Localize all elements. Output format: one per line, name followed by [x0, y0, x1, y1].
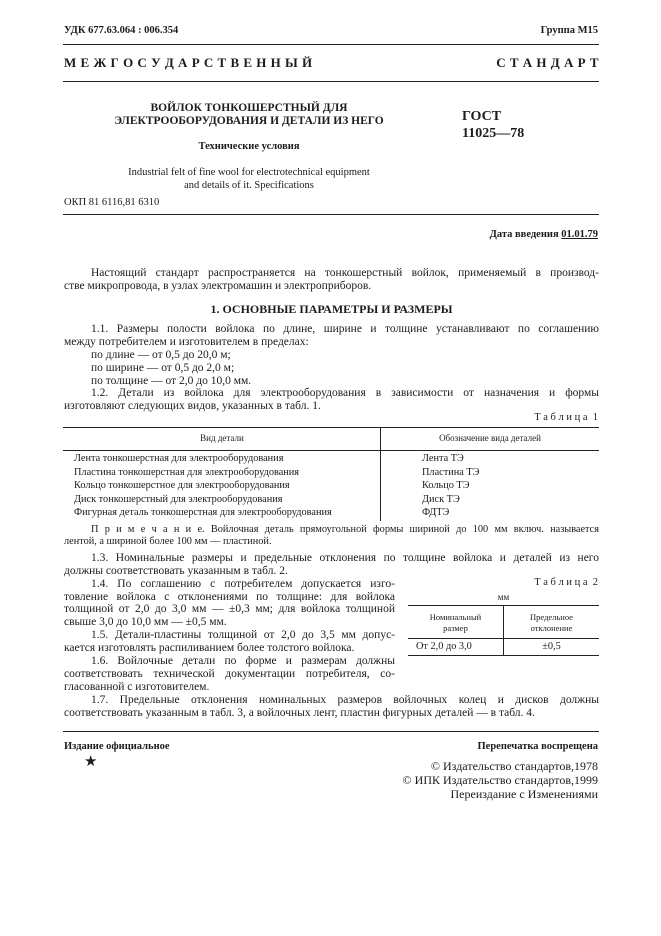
table-row: Лента тонкошерстная для электрооборудования [74, 453, 284, 464]
copyright-1999: © ИПК Издательство стандартов,1999 [402, 773, 598, 787]
paragraph-1-4-c: толщиной от 2,0 до 3,0 мм — ±0,3 мм; для войлока толщиной [64, 603, 395, 615]
table-2-caption: Т а б л и ц а 2 [534, 577, 598, 588]
paragraph-1-5-a: 1.5. Детали-пластины толщиной от 2,0 до 3,5 мм допус- [91, 629, 395, 641]
table-1-header-rule [63, 450, 599, 451]
paragraph-1-4-b: товление войлока с отклонениями по толщине: для войлока [64, 591, 395, 603]
table-row: Диск тонкошерстный для электрооборудования [74, 493, 283, 505]
table-2-deviation-value: ±0,5 [542, 641, 561, 652]
dimension-thickness: по толщине — от 2,0 до 10,0 мм. [91, 375, 252, 387]
note-line-1 [64, 524, 599, 537]
table-2-size-value: От 2,0 до 3,0 [416, 641, 472, 652]
table-cell: Кольцо ТЭ [422, 480, 470, 491]
dimension-length: по длине — от 0,5 до 20,0 м; [91, 349, 231, 361]
paragraph-1-4-a: 1.4. По соглашению с потребителем допускается изго- [91, 578, 395, 590]
footer-rule [63, 731, 599, 732]
table-row: Кольцо тонкошерстное для электрооборудования [74, 480, 290, 491]
paragraph-1-7-a: 1.7. Предельные отклонения номинальных размеров войлочных колец и дисков должны [91, 694, 599, 706]
paragraph-1-1-a: 1.1. Размеры полости войлока по длине, ширине и толщине устанавливают по соглашению [91, 323, 599, 335]
english-title [64, 166, 434, 192]
introduction-date [490, 229, 598, 240]
reprint-notice: Перепечатка воспрещена [477, 741, 598, 752]
table-2-header-deviation [504, 612, 599, 634]
table-2-header-deviation-line-1: Предельное [530, 612, 573, 622]
table-row: Пластина тонкошерстная для электрооборудования [74, 466, 300, 478]
table-2-bottom-rule [408, 655, 599, 656]
intro-line-2: стве микропровода, в узлах электромашин и электроприборов. [64, 280, 372, 292]
table-2-header-size-line-2: размер [443, 623, 468, 633]
english-title-line-2: and details of it. Specifications [184, 180, 314, 191]
banner-interstate: М Е Ж Г О С У Д А Р С Т В Е Н Н Ы Й [64, 55, 313, 70]
table-2-header-size-line-1: Номинальный [429, 612, 482, 622]
copyright-block [403, 759, 598, 801]
paragraph-1-6-a: 1.6. Войлочные детали по форме и размерам должны [91, 655, 395, 667]
banner-rule [63, 81, 599, 82]
document-subtitle: Технические условия [198, 141, 300, 152]
gost-designation [462, 108, 524, 142]
gost-label: ГОСТ [462, 109, 502, 124]
table-cell: Пластина ТЭ [422, 466, 480, 478]
document-title [64, 102, 434, 128]
paragraph-1-6-b: соответствовать технической документации потребителя, со- [64, 668, 395, 680]
reissue-note: Переиздание с Изменениями [450, 787, 598, 801]
note-line-2: лентой, а шириной более 100 мм — пластиной. [64, 536, 272, 547]
paragraph-1-6-c: гласованной с изготовителем. [64, 681, 210, 693]
note-text: . Войлочная деталь прямоугольной формы шириной до 100 мм включ. называется [202, 524, 599, 535]
note-label: П р и м е ч а н и е [91, 524, 203, 535]
paragraph-1-3-a: 1.3. Номинальные размеры и предельные отклонения по толщине войлока и деталей из него [91, 552, 599, 564]
okp-rule [63, 214, 599, 215]
dimension-width: по ширине — от 0,5 до 2,0 м; [91, 362, 235, 374]
introduction-date-label: Дата введения [489, 229, 562, 240]
table-1-caption: Т а б л и ц а 1 [534, 412, 598, 423]
table-cell: Лента ТЭ [422, 453, 464, 464]
table-1-top-rule [63, 427, 599, 428]
table-2-header-size [408, 612, 503, 634]
star-icon: ★ [84, 754, 98, 770]
gost-number: 11025—78 [462, 126, 525, 141]
udk-code: УДК 677.63.064 : 006.354 [64, 25, 179, 36]
table-1-header-part: Вид детали [200, 433, 244, 443]
table-2-unit: мм [497, 592, 510, 602]
table-1-part-names [74, 452, 332, 520]
table-1-part-codes [422, 452, 479, 520]
section-heading: 1. ОСНОВНЫЕ ПАРАМЕТРЫ И РАЗМЕРЫ [210, 302, 453, 316]
table-cell: Диск ТЭ [422, 493, 460, 505]
okp-code: ОКП 81 6116,81 6310 [64, 197, 160, 208]
header-rule [63, 44, 599, 45]
table-cell: ФДТЭ [422, 507, 450, 518]
title-line-1: ВОЙЛОК ТОНКОШЕРСТНЫЙ ДЛЯ [150, 102, 348, 114]
paragraph-1-2-a: 1.2. Детали из войлока для электрооборудования в зависимости от назначения и формы [91, 387, 599, 399]
table-2-header-deviation-line-2: отклонение [530, 623, 573, 633]
group-code: Группа М15 [540, 25, 598, 36]
official-edition: Издание официальное [64, 741, 170, 752]
paragraph-1-3-b: должны соответствовать указанным в табл. 2. [64, 565, 288, 577]
copyright-1978: © Издательство стандартов,1978 [430, 759, 598, 773]
intro-line-1: Настоящий стандарт распространяется на тонкошерстный войлок, применяемый в производ- [91, 267, 599, 279]
table-1-header-code: Обозначение вида деталей [439, 433, 541, 443]
paragraph-1-7-b: соответствовать указанным в табл. 3, а войлочных лент, пластин фигурных деталей — в табл. 4. [64, 707, 535, 719]
title-line-2: ЭЛЕКТРООБОРУДОВАНИЯ И ДЕТАЛИ ИЗ НЕГО [114, 115, 384, 127]
paragraph-1-2-b: изготовляют следующих видов, указанных в табл. 1. [64, 400, 321, 412]
paragraph-1-1-b: между потребителем и изготовителем в пределах: [64, 336, 309, 348]
table-row: Фигурная деталь тонкошерстная для электрооборудования [74, 507, 332, 518]
paragraph-1-4-d: свыше 3,0 до 10,0 мм — ±0,5 мм. [64, 616, 227, 628]
paragraph-1-5-b: кается изготовлять распиливанием более толстого войлока. [64, 642, 355, 654]
introduction-date-value: 01.01.79 [561, 229, 598, 240]
english-title-line-1: Industrial felt of fine wool for electrotechnical equipment [128, 167, 370, 178]
banner-standard: С Т А Н Д А Р Т [496, 55, 599, 70]
